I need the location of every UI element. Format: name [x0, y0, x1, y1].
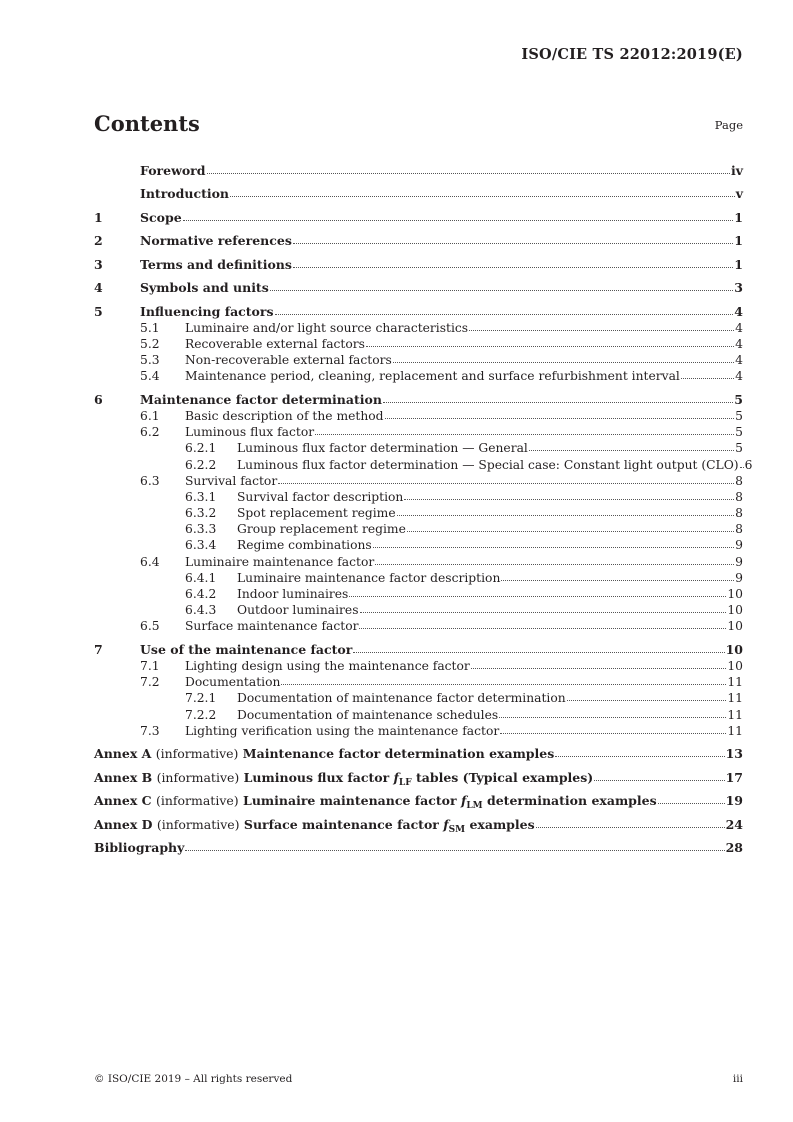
- toc-entry-title[interactable]: Maintenance factor determination: [140, 391, 382, 407]
- toc-entry-page: 3: [734, 280, 743, 295]
- copyright-notice: © ISO/CIE 2019 – All rights reserved: [94, 1073, 293, 1085]
- toc-entry-title[interactable]: Influencing factors: [140, 303, 274, 319]
- toc-entry-level-1[interactable]: [94, 272, 743, 296]
- annex-symbol: f: [443, 816, 449, 832]
- toc-entry-page: 10: [727, 603, 743, 618]
- toc-entry-number: 1: [94, 209, 103, 225]
- toc-entry-level-3[interactable]: [94, 504, 743, 520]
- toc-dot-leader: [740, 467, 744, 468]
- toc-entry-page: 4: [734, 303, 743, 319]
- annex-kind: (informative): [155, 793, 239, 809]
- toc-entry-page: 11: [727, 691, 743, 706]
- toc-entry-page: 4: [735, 336, 743, 351]
- toc-entry-number: 6.2: [140, 425, 160, 440]
- toc-entry-page: 9: [735, 538, 743, 553]
- toc-dot-leader: [359, 628, 726, 629]
- toc-entry-title[interactable]: Group replacement regime: [237, 522, 406, 537]
- toc-entry-title[interactable]: Surface maintenance factor: [185, 619, 359, 634]
- toc-entry-page: 1: [734, 233, 743, 248]
- toc-bibliography-entry[interactable]: [94, 832, 743, 856]
- toc-entry-page: 1: [734, 256, 743, 272]
- toc-entry-level-3[interactable]: [94, 569, 743, 585]
- toc-dot-leader: [594, 780, 724, 781]
- toc-entry-number: 5.1: [140, 320, 160, 335]
- toc-entry-number: 7: [94, 641, 103, 657]
- page-number: iii: [732, 1073, 743, 1085]
- annex-symbol-subscript: LF: [398, 777, 412, 788]
- toc-annex-entry[interactable]: [94, 761, 743, 788]
- toc-dot-leader: [349, 596, 726, 597]
- toc-entry-title[interactable]: Luminous flux factor: [185, 425, 315, 440]
- toc-entry-level-1[interactable]: [94, 248, 743, 272]
- toc-entry-title[interactable]: Outdoor luminaires: [237, 603, 359, 618]
- toc-dot-leader: [373, 547, 734, 548]
- toc-entry-title[interactable]: Regime combinations: [237, 538, 372, 553]
- toc-entry-page: 4: [735, 353, 743, 368]
- toc-entry-number: 6.3.4: [185, 538, 217, 553]
- toc-dot-leader: [469, 330, 734, 331]
- toc-entry-title[interactable]: Luminous flux factor determination — Special case: Constant light output (CLO): [237, 457, 739, 472]
- toc-entry-level-3[interactable]: [94, 455, 753, 472]
- toc-entry-level-1[interactable]: [94, 295, 743, 319]
- toc-dot-leader: [567, 700, 727, 701]
- annex-title-text: Maintenance factor determination examples: [242, 746, 555, 762]
- document-id-header: ISO/CIE TS 22012:2019(E): [521, 46, 743, 63]
- toc-entry-level-2[interactable]: [94, 335, 743, 351]
- toc-annex-title[interactable]: [94, 793, 657, 812]
- toc-dot-leader: [404, 499, 734, 500]
- toc-entry-title[interactable]: Luminous flux factor determination — General: [237, 441, 528, 456]
- toc-annex-entry[interactable]: [94, 785, 743, 812]
- toc-dot-leader: [471, 668, 727, 669]
- annex-symbol-subscript: SM: [448, 824, 466, 835]
- page-column-label: Page: [714, 118, 743, 132]
- toc-dot-leader: [270, 290, 734, 291]
- toc-entry-page: 10: [727, 659, 743, 674]
- toc-entry-level-1[interactable]: [94, 201, 743, 225]
- toc-entry-page: 10: [727, 587, 743, 601]
- toc-entry-level-2[interactable]: [94, 351, 743, 367]
- toc-entry-level-1[interactable]: [94, 225, 743, 249]
- toc-entry-level-3[interactable]: [94, 536, 743, 552]
- toc-dot-leader: [293, 267, 733, 268]
- toc-entry-page: v: [735, 186, 743, 201]
- annex-kind: (informative): [156, 816, 240, 832]
- toc-entry-title[interactable]: Spot replacement regime: [237, 506, 396, 521]
- toc-dot-leader: [293, 243, 733, 244]
- toc-entry-title[interactable]: Foreword: [140, 162, 206, 178]
- toc-entry-title[interactable]: Terms and definitions: [140, 256, 292, 272]
- toc-dot-leader: [536, 827, 725, 828]
- toc-entry-page: 10: [727, 619, 743, 634]
- toc-entry-page: 19: [725, 793, 743, 809]
- toc-entry-title[interactable]: Recoverable external factors: [185, 336, 365, 351]
- toc-entry-level-2[interactable]: [94, 657, 743, 673]
- toc-entry-number: 6.5: [140, 619, 160, 634]
- toc-entry-page: 4: [735, 320, 743, 335]
- annex-title-text-rest: tables (Typical examples): [411, 769, 594, 785]
- toc-entry-number: 7.2.1: [185, 691, 217, 706]
- toc-entry-level-3[interactable]: [94, 439, 743, 455]
- toc-entry-page: 28: [725, 840, 743, 856]
- toc-dot-leader: [658, 803, 725, 804]
- toc-entry-number: 5.2: [140, 336, 160, 351]
- toc-entry-number: 5.3: [140, 353, 160, 368]
- toc-entry-level-3[interactable]: [94, 689, 743, 705]
- toc-dot-leader: [278, 483, 734, 484]
- toc-entry-level-3[interactable]: [94, 705, 743, 721]
- toc-entry-number: 6.4.2: [185, 587, 217, 601]
- toc-entry-number: 6.3: [140, 473, 160, 488]
- annex-symbol-subscript: LM: [466, 801, 483, 812]
- toc-entry-level-1[interactable]: [94, 154, 743, 178]
- toc-entry-page: 5: [735, 441, 743, 456]
- toc-entry-level-2[interactable]: [94, 552, 743, 568]
- toc-dot-leader: [230, 196, 735, 197]
- toc-entry-title[interactable]: Maintenance period, cleaning, replacement and surface refurbishment interval: [185, 369, 680, 384]
- toc-entry-number: 3: [94, 256, 103, 272]
- toc-dot-leader: [275, 314, 734, 315]
- toc-entry-number: 4: [94, 280, 103, 295]
- toc-dot-leader: [183, 220, 734, 221]
- annex-title-text: Luminaire maintenance factor: [243, 793, 461, 809]
- toc-dot-leader: [366, 346, 734, 347]
- toc-entry-title[interactable]: Normative references: [140, 233, 292, 248]
- toc-entry-page: 13: [725, 746, 743, 762]
- toc-entry-number: 7.1: [140, 659, 160, 674]
- toc-dot-leader: [499, 717, 726, 718]
- toc-annex-entry[interactable]: [94, 808, 743, 835]
- annex-title-text: Luminous flux factor: [243, 769, 394, 785]
- toc-dot-leader: [393, 362, 734, 363]
- toc-entry-page: 8: [735, 473, 743, 488]
- toc-entry-page: 8: [735, 506, 743, 521]
- toc-dot-leader: [407, 531, 734, 532]
- toc-entry-title[interactable]: Documentation: [185, 675, 281, 690]
- toc-entry-level-1[interactable]: [94, 633, 743, 657]
- toc-dot-leader: [353, 652, 724, 653]
- toc-entry-number: 6.2.1: [185, 441, 217, 456]
- toc-dot-leader: [397, 515, 735, 516]
- toc-entry-level-1[interactable]: [94, 383, 743, 407]
- toc-entry-page: 17: [725, 769, 743, 785]
- toc-entry-level-3[interactable]: [94, 585, 743, 601]
- toc-dot-leader: [375, 564, 734, 565]
- toc-dot-leader: [529, 450, 734, 451]
- toc-entry-level-2[interactable]: [94, 407, 743, 423]
- toc-dot-leader: [383, 402, 733, 403]
- toc-entry-number: 6.3.1: [185, 489, 217, 504]
- toc-entry-page: 1: [734, 209, 743, 225]
- toc-entry-title[interactable]: Non-recoverable external factors: [185, 353, 392, 368]
- toc-entry-number: 5.4: [140, 369, 160, 384]
- toc-entry-page: 8: [735, 522, 743, 537]
- annex-kind: (informative): [156, 769, 240, 785]
- toc-entry-level-2[interactable]: [94, 722, 743, 738]
- annex-symbol: f: [393, 769, 399, 785]
- toc-entry-number: 6.1: [140, 408, 160, 423]
- annex-title-text-rest: determination examples: [482, 793, 657, 809]
- toc-entry-page: 5: [735, 425, 743, 440]
- toc-entry-title[interactable]: Luminaire maintenance factor: [185, 554, 375, 569]
- toc-entry-page: iv: [730, 162, 743, 178]
- toc-entry-title[interactable]: Luminaire and/or light source characteristics: [185, 320, 469, 335]
- page-footer: [94, 1073, 743, 1085]
- toc-entry-number: 6.4.1: [185, 570, 217, 585]
- toc-annex-title[interactable]: [94, 769, 594, 788]
- toc-dot-leader: [185, 850, 724, 851]
- toc-dot-leader: [501, 580, 734, 581]
- toc-dot-leader: [360, 612, 727, 613]
- annex-kind: (informative): [155, 746, 239, 762]
- toc-entry-title[interactable]: Indoor luminaires: [237, 587, 349, 601]
- toc-entry-page: 9: [735, 554, 743, 569]
- toc-entry-page: 10: [725, 641, 743, 657]
- toc-entry-title[interactable]: Scope: [140, 209, 182, 225]
- toc-entry-title[interactable]: Introduction: [140, 186, 230, 201]
- toc-annex-title[interactable]: [94, 746, 554, 761]
- toc-entry-level-2[interactable]: [94, 617, 743, 633]
- toc-entry-level-3[interactable]: [94, 488, 743, 504]
- toc-dot-leader: [207, 173, 730, 174]
- toc-entry-level-2[interactable]: [94, 367, 743, 383]
- toc-entry-level-2[interactable]: [94, 423, 743, 439]
- toc-annex-title[interactable]: [94, 816, 535, 835]
- toc-entry-title[interactable]: Use of the maintenance factor: [140, 641, 353, 657]
- toc-entry-page: 9: [735, 570, 743, 585]
- toc-entry-number: 6.4.3: [185, 603, 217, 618]
- toc-entry-number: 6: [94, 391, 103, 407]
- toc-entry-page: 4: [735, 369, 743, 384]
- toc-entry-page: 5: [734, 391, 743, 407]
- toc-entry-number: 6.3.3: [185, 522, 217, 537]
- toc-entry-number: 6.2.2: [185, 457, 217, 472]
- toc-entry-title[interactable]: Lighting design using the maintenance factor: [185, 659, 470, 674]
- toc-entry-page: 24: [725, 816, 743, 832]
- toc-entry-title[interactable]: Documentation of maintenance schedules: [237, 707, 499, 722]
- toc-entry-title[interactable]: Symbols and units: [140, 280, 269, 295]
- toc-dot-leader: [315, 434, 734, 435]
- toc-entry-level-2[interactable]: [94, 673, 743, 689]
- toc-entry-page: 11: [727, 723, 743, 738]
- toc-entry-page: 11: [727, 675, 743, 690]
- annex-title-text: Surface maintenance factor: [243, 816, 444, 832]
- toc-dot-leader: [500, 733, 726, 734]
- toc-entry-title[interactable]: Lighting verification using the maintenance factor: [185, 723, 500, 738]
- toc-entry-number: 7.2.2: [185, 707, 217, 722]
- annex-symbol: f: [460, 793, 467, 809]
- annex-label: Annex D: [94, 816, 153, 832]
- toc-dot-leader: [281, 684, 726, 685]
- toc-annex-entry[interactable]: [94, 738, 743, 762]
- toc-entry-page: 6: [744, 457, 753, 472]
- annex-label: Annex C: [94, 793, 152, 809]
- annex-label: Annex B: [94, 769, 153, 785]
- contents-title: Contents: [94, 111, 200, 136]
- toc-dot-leader: [681, 378, 734, 379]
- toc-entry-title[interactable]: Bibliography: [94, 840, 185, 856]
- toc-entry-level-3[interactable]: [94, 520, 743, 536]
- toc-entry-title[interactable]: Luminaire maintenance factor description: [237, 570, 501, 585]
- toc-entry-level-2[interactable]: [94, 319, 743, 335]
- toc-entry-page: 8: [735, 489, 743, 504]
- toc-entry-level-1[interactable]: [94, 178, 743, 202]
- toc-dot-leader: [555, 756, 724, 757]
- toc-entry-title[interactable]: Basic description of the method: [185, 408, 384, 423]
- toc-entry-number: 6.4: [140, 554, 160, 569]
- toc-entry-page: 5: [735, 408, 743, 423]
- table-of-contents: [94, 154, 753, 856]
- toc-entry-level-3[interactable]: [94, 601, 743, 617]
- toc-entry-title[interactable]: Survival factor description: [237, 489, 404, 504]
- toc-entry-title[interactable]: Documentation of maintenance factor determination: [237, 691, 566, 706]
- toc-entry-page: 11: [727, 707, 743, 722]
- toc-entry-number: 7.3: [140, 723, 160, 738]
- toc-dot-leader: [385, 418, 735, 419]
- toc-entry-level-2[interactable]: [94, 472, 743, 488]
- annex-title-text-rest: examples: [465, 816, 535, 832]
- toc-entry-number: 6.3.2: [185, 506, 217, 521]
- toc-entry-number: 2: [94, 233, 103, 248]
- toc-entry-title[interactable]: Survival factor: [185, 473, 278, 488]
- toc-entry-number: 5: [94, 303, 103, 319]
- annex-label: Annex A: [94, 746, 152, 762]
- toc-entry-number: 7.2: [140, 675, 160, 690]
